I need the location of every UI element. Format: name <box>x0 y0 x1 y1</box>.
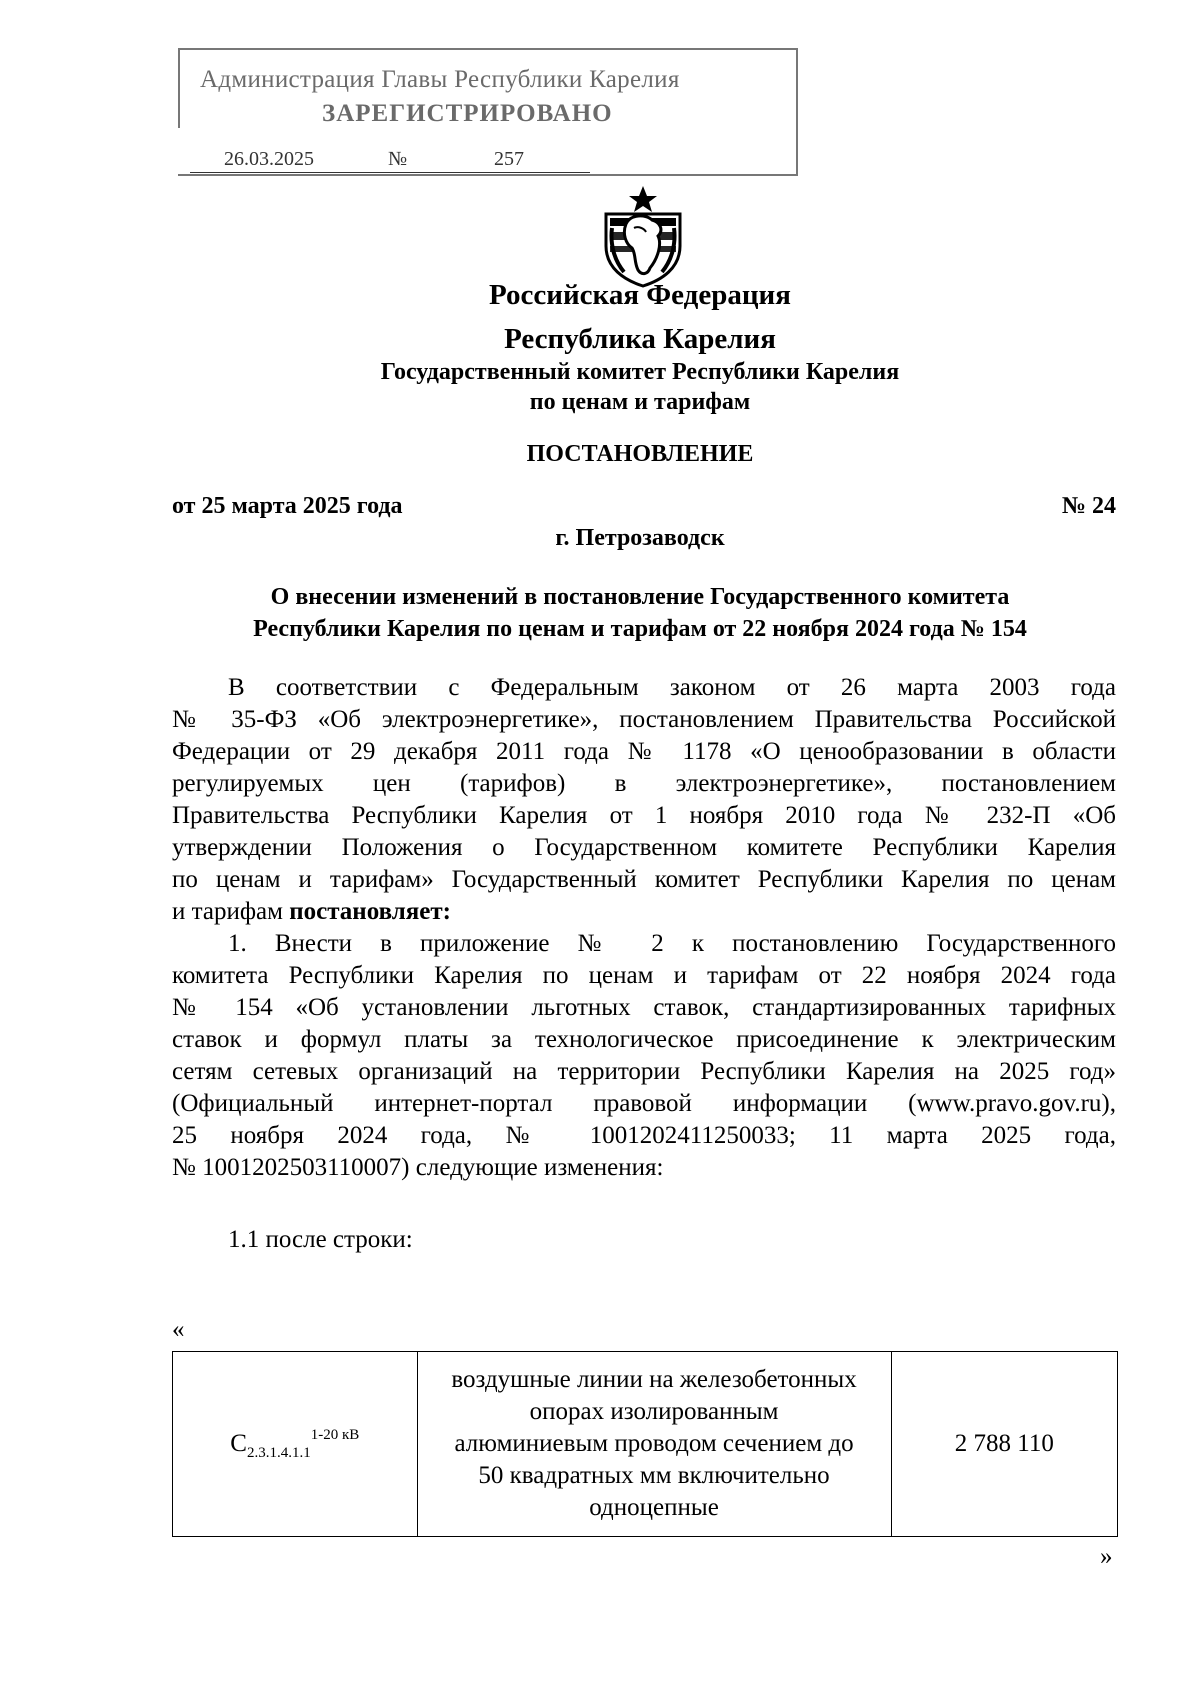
preamble-line: Федерации от 29 декабря 2011 года № 1178 «О ценообразовании в области <box>172 738 1116 765</box>
coat-of-arms-icon <box>600 184 686 288</box>
stamp-date: 26.03.2025 <box>224 148 314 170</box>
document-number: № 24 <box>1061 493 1116 519</box>
item-1-line: сетям сетевых организаций на территории Республики Карелия на 2025 год» <box>172 1058 1116 1085</box>
description-line: опорах изолированным <box>529 1398 779 1425</box>
document-date: от 25 марта 2025 года <box>172 493 403 519</box>
preamble-line: В соответствии с Федеральным законом от 26 марта 2003 года <box>228 674 1116 701</box>
stamp-number-label: № <box>388 148 408 170</box>
item-1-line: 25 ноября 2024 года, № 1001202411250033; 11 марта 2025 года, <box>172 1122 1116 1149</box>
item-1-last-line: № 1001202503110007) следующие изменения: <box>172 1154 664 1181</box>
open-quote: « <box>172 1316 185 1343</box>
description-line: алюминиевым проводом сечением до <box>454 1430 854 1457</box>
preamble-line: по ценам и тарифам» Государственный комитет Республики Карелия по ценам <box>172 866 1116 893</box>
item-1-line: 1. Внести в приложение № 2 к постановлению Государственного <box>228 930 1116 957</box>
preamble-last-line <box>172 896 1116 928</box>
code-subscript: 2.3.1.4.1.1 <box>246 1444 311 1461</box>
item-1-line: комитета Республики Карелия по ценам и тарифам от 22 ноября 2024 года <box>172 962 1116 989</box>
item-1-line: № 154 «Об установлении льготных ставок, стандартизированных тарифных <box>172 994 1116 1021</box>
table-cell-value: 2 788 110 <box>891 1352 1117 1537</box>
preamble-line: № 35-ФЗ «Об электроэнергетике», постановлением Правительства Российской <box>172 706 1116 733</box>
stamp-registration-row <box>190 148 590 174</box>
preamble-line: Правительства Республики Карелия от 1 ноября 2010 года № 232-П «Об <box>172 802 1116 829</box>
preamble-resolves: постановляет: <box>289 898 451 925</box>
registration-stamp <box>178 48 798 176</box>
table-cell-description <box>417 1352 891 1537</box>
table-row <box>173 1352 1118 1537</box>
preamble-line: регулируемых цен (тарифов) в электроэнергетике», постановлением <box>172 770 1116 797</box>
document-type: ПОСТАНОВЛЕНИЕ <box>526 441 754 467</box>
stamp-number: 257 <box>494 148 524 170</box>
document-city: г. Петрозаводск <box>555 525 725 551</box>
stamp-authority: Администрация Главы Республики Карелия <box>200 66 680 93</box>
description-line: одноцепные <box>589 1494 719 1521</box>
title-line-1: О внесении изменений в постановление Государственного комитета <box>270 584 1010 610</box>
header-republic: Республика Карелия <box>504 323 776 355</box>
header-committee-line1: Государственный комитет Республики Карелия <box>380 359 900 385</box>
title-line-2: Республики Карелия по ценам и тарифам от 22 ноября 2024 года № 154 <box>253 616 1027 642</box>
code-superscript: 1-20 кВ <box>310 1426 360 1443</box>
header-country: Российская Федерация <box>489 279 791 311</box>
header-committee-line2: по ценам и тарифам <box>529 389 751 415</box>
stamp-underline <box>190 172 590 173</box>
description-line: 50 квадратных мм включительно <box>478 1462 830 1489</box>
table-cell-code <box>173 1352 418 1537</box>
item-1-line: (Официальный интернет-портал правовой информации (www.pravo.gov.ru), <box>172 1090 1116 1117</box>
description-line: воздушные линии на железобетонных <box>451 1366 857 1393</box>
preamble-last-text: и тарифам <box>172 898 290 925</box>
preamble-line: утверждении Положения о Государственном комитете Республики Карелия <box>172 834 1116 861</box>
tariff-table <box>172 1351 1118 1537</box>
stamp-registered: ЗАРЕГИСТРИРОВАНО <box>322 100 613 127</box>
code-main: С <box>230 1429 247 1457</box>
close-quote: » <box>1100 1543 1113 1570</box>
item-1-line: ставок и формул платы за технологическое присоединение к электрическим <box>172 1026 1116 1053</box>
item-1-1-label: 1.1 после строки: <box>228 1226 413 1253</box>
